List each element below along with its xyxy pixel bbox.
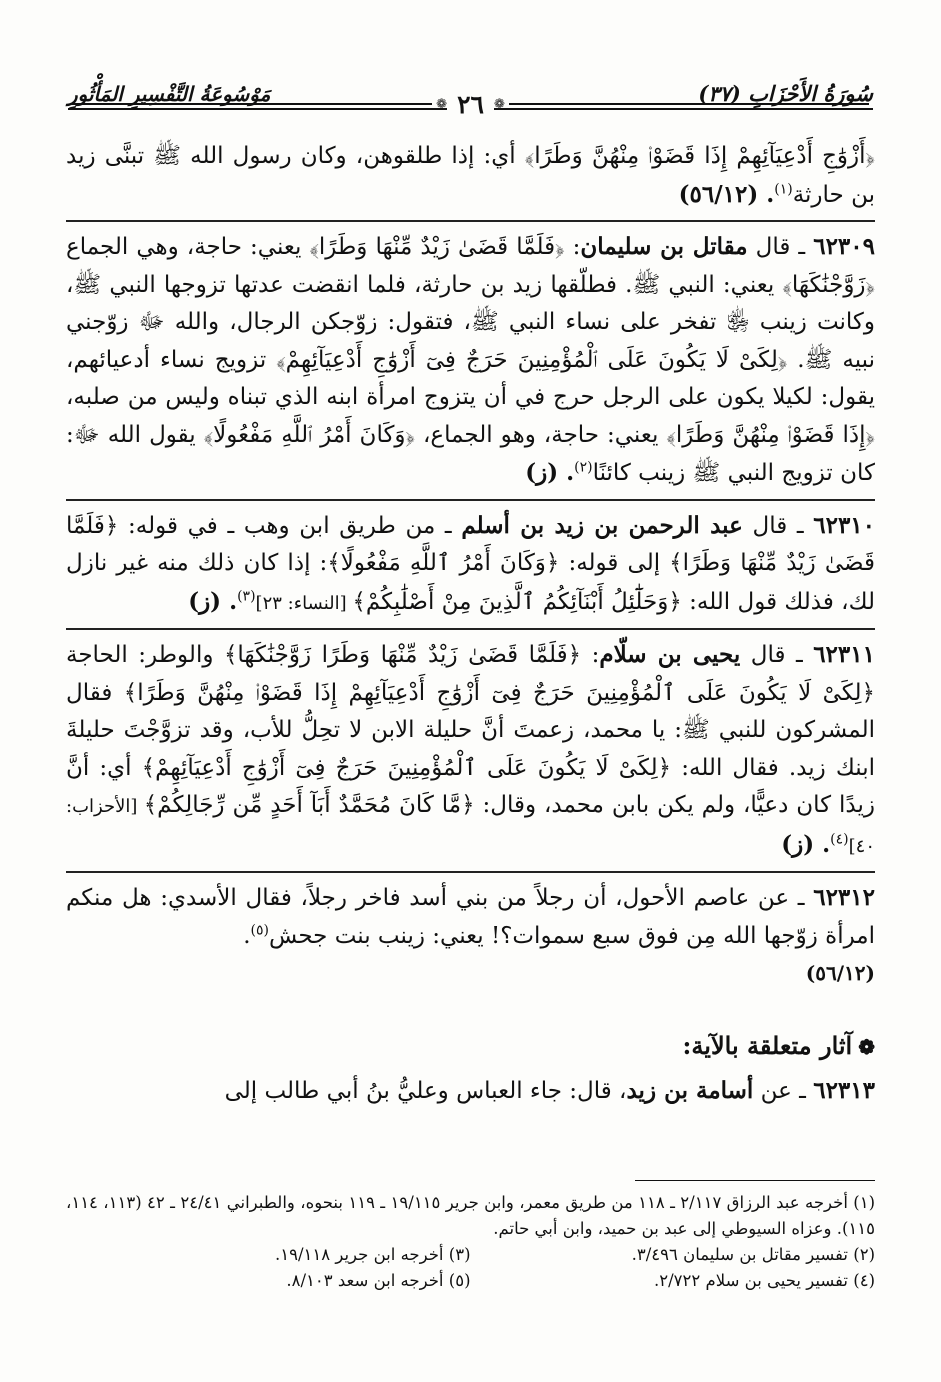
footnote-marker[interactable]: (٣) xyxy=(237,587,256,604)
footnote-marker[interactable]: (٥) xyxy=(250,921,269,938)
flower-ornament-icon: ❁ xyxy=(858,1034,875,1059)
entry-divider xyxy=(66,871,875,873)
footnote-5: (٥) أخرجه ابن سعد ٨/١٠٣. xyxy=(286,1271,471,1290)
verse-source: [النساء: ٢٣] xyxy=(255,592,353,614)
narrator-name: يحيى بن سلّام xyxy=(599,641,741,668)
surah-title: سُورَةُ الأَحْزَابِ (٣٧) xyxy=(698,81,873,106)
divider-line-left xyxy=(72,103,432,105)
entry-62313: ٦٢٣١٣ ـ عن أسامة بن زيد، قال: جاء العباس وعليُّ بنُ أبي طالب إلى xyxy=(224,1077,875,1104)
ornament-icon: ❁ xyxy=(436,96,448,112)
footnote-1: (١) أخرجه عبد الرزاق ٢/١١٧ ـ ١١٨ من طريق معمر، وابن جرير ١٩/١١٥ ـ ١١٩ بنحوه، والطبراني ٢٤/٤١ ـ ٤٢ (١١٣، ١١٤، ١١٥). وعزاه السيوطي إلى عبد بن حميد، وابن أبي حاتم. xyxy=(66,1193,876,1238)
footnote-2: (٢) تفسير مقاتل بن سليمان ٣/٤٩٦. xyxy=(631,1245,875,1264)
entry-62310: ٦٢٣١٠ ـ قال عبد الرحمن بن زيد بن أسلم ـ من طريق ابن وهب ـ في قوله: ﴿فَلَمَّا قَضَىٰ زَيْدٌ مِّنْهَا وَطَرًا﴾ إلى قوله: ﴿وَكَانَ أَمْرُ ٱللَّهِ مَفْعُولًا﴾: إذا كان ذلك منه غير نازل لك، فذلك قول الله: ﴿وَحَلَٰٓئِلُ أَبْنَآئِكُمُ ٱلَّذِينَ مِنْ أَصْلَٰبِكُمْ﴾ [النساء: ٢٣]$^{(٣)}$. (ز) xyxy=(66,511,876,615)
verse-source: [الأحزاب: ٤٠] xyxy=(66,796,875,857)
entry-divider xyxy=(66,499,875,501)
footnote-marker[interactable]: (٢) xyxy=(574,459,593,476)
book-title: مَوْسُوعَةُ التَّفْسِيرِ المَأْثُورِ xyxy=(68,82,271,106)
entry-number: ٦٢٣١٠ xyxy=(813,511,876,539)
entry-number: ٦٢٣٠٩ xyxy=(813,233,875,260)
footnote-4: (٤) تفسير يحيى بن سلام ٢/٧٢٢. xyxy=(654,1271,875,1290)
footnote-marker[interactable]: (١) xyxy=(774,180,793,197)
paragraph-continuation: ﴿أَزْوَٰجِ أَدْعِيَآئِهِمْ إِذَا قَضَوْا۟ مِنْهُنَّ وَطَرًا﴾ أي: إذا طلقوهن، وكان رسول الله ﷺ تبنَّى زيد بن حارثة$^{(١)}$. (٥٦/١٢) xyxy=(66,143,875,208)
narrator-name: عبد الرحمن بن زيد بن أسلم xyxy=(461,511,743,539)
page-number: ٢٦ xyxy=(447,90,494,119)
ornament-icon: ❁ xyxy=(493,96,505,112)
entry-62309: ٦٢٣٠٩ ـ قال مقاتل بن سليمان: ﴿فَلَمَّا قَضَىٰ زَيْدٌ مِّنْهَا وَطَرًا﴾ يعني: حاجة، وهي الجماع ﴿زَوَّجْنَٰكَهَا﴾ يعني: النبي ﷺ. فطلّقها زيد بن حارثة، فلما انقضت عدتها تزوجها النبي ﷺ، وكانت زينب ﵂ تفخر على نساء النبي ﷺ، فتقول: زوّجكن الرجال، والله ﷻ زوّجني نبيه ﷺ. ﴿لِكَىْ لَا يَكُونَ عَلَى ٱلْمُؤْمِنِينَ حَرَجٌ فِىٓ أَزْوَٰجِ أَدْعِيَآئِهِمْ﴾ تزويج نساء أدعيائهم، يقول: لكيلا يكون على الرجل حرج في أن يتزوج امرأة ابنه الذي تبناه وليس من صلبه، ﴿إِذَا قَضَوْا۟ مِنْهُنَّ وَطَرًا﴾ يعني: حاجة، وهو الجماع، ﴿وَكَانَ أَمْرُ ٱللَّهِ مَفْعُولًا﴾ يقول الله ﷻ: كان تزويج النبي ﷺ زينب كائنًا$^{(٢)}$. (ز) xyxy=(66,233,875,486)
entry-62311: ٦٢٣١١ ـ قال يحيى بن سلّام: ﴿فَلَمَّا قَضَىٰ زَيْدٌ مِّنْهَا وَطَرًا زَوَّجْنَٰكَهَا﴾ والوطر: الحاجة ﴿لِكَىْ لَا يَكُونَ عَلَى ٱلْمُؤْمِنِينَ حَرَجٌ فِىٓ أَزْوَٰجِ أَدْعِيَآئِهِمْ إِذَا قَضَوْا۟ مِنْهُنَّ وَطَرًا﴾ فقال المشركون للنبي ﷺ: يا محمد، زعمتَ أنَّ حليلة الابن لا تحِلُّ للأب، وقد تزوَّجْتَ حليلةَ ابنك زيد. فقال الله: ﴿لِكَىْ لَا يَكُونَ عَلَى ٱلْمُؤْمِنِينَ حَرَجٌ فِىٓ أَزْوَٰجِ أَدْعِيَآئِهِمْ﴾ أي: أنَّ زيدًا كان دعيًّا، ولم يكن بابن محمد، وقال: ﴿مَّا كَانَ مُحَمَّدٌ أَبَآ أَحَدٍ مِّن رِّجَالِكُمْ﴾ [الأحزاب: ٤٠]$^{(٤)}$. (ز) xyxy=(66,641,875,858)
footnote-row xyxy=(66,1242,875,1268)
footnote-row xyxy=(66,1268,875,1294)
page-number-row xyxy=(68,86,873,122)
section-heading: ❁آثار متعلقة بالآية: xyxy=(682,1030,875,1060)
footnotes xyxy=(66,1190,875,1294)
footnote-rule xyxy=(635,1180,875,1181)
volume-reference: (٥٦/١٢) xyxy=(805,961,875,985)
footnote-marker[interactable]: (٤) xyxy=(830,830,849,847)
entry-number: ٦٢٣١٢ xyxy=(813,884,875,911)
narrator-name: أسامة بن زيد xyxy=(626,1077,754,1104)
entry-number: ٦٢٣١٣ xyxy=(813,1077,875,1104)
entry-62312: ٦٢٣١٢ ـ عن عاصم الأحول، أن رجلاً من بني أسد فاخر رجلاً، فقال الأسدي: هل منكم امرأة زوّجها الله مِن فوق سبع سموات؟! يعني: زينب بنت جحش$^{(٥)}$. (٥٦/١٢) xyxy=(66,884,875,985)
entry-number: ٦٢٣١١ xyxy=(813,641,875,668)
divider-line-right xyxy=(509,103,869,105)
footnote-3: (٣) أخرجه ابن جرير ١٩/١١٨. xyxy=(274,1245,471,1264)
main-text xyxy=(66,138,875,1117)
entry-divider xyxy=(66,628,875,630)
entry-divider xyxy=(66,220,875,222)
narrator-name: مقاتل بن سليمان xyxy=(580,233,748,260)
